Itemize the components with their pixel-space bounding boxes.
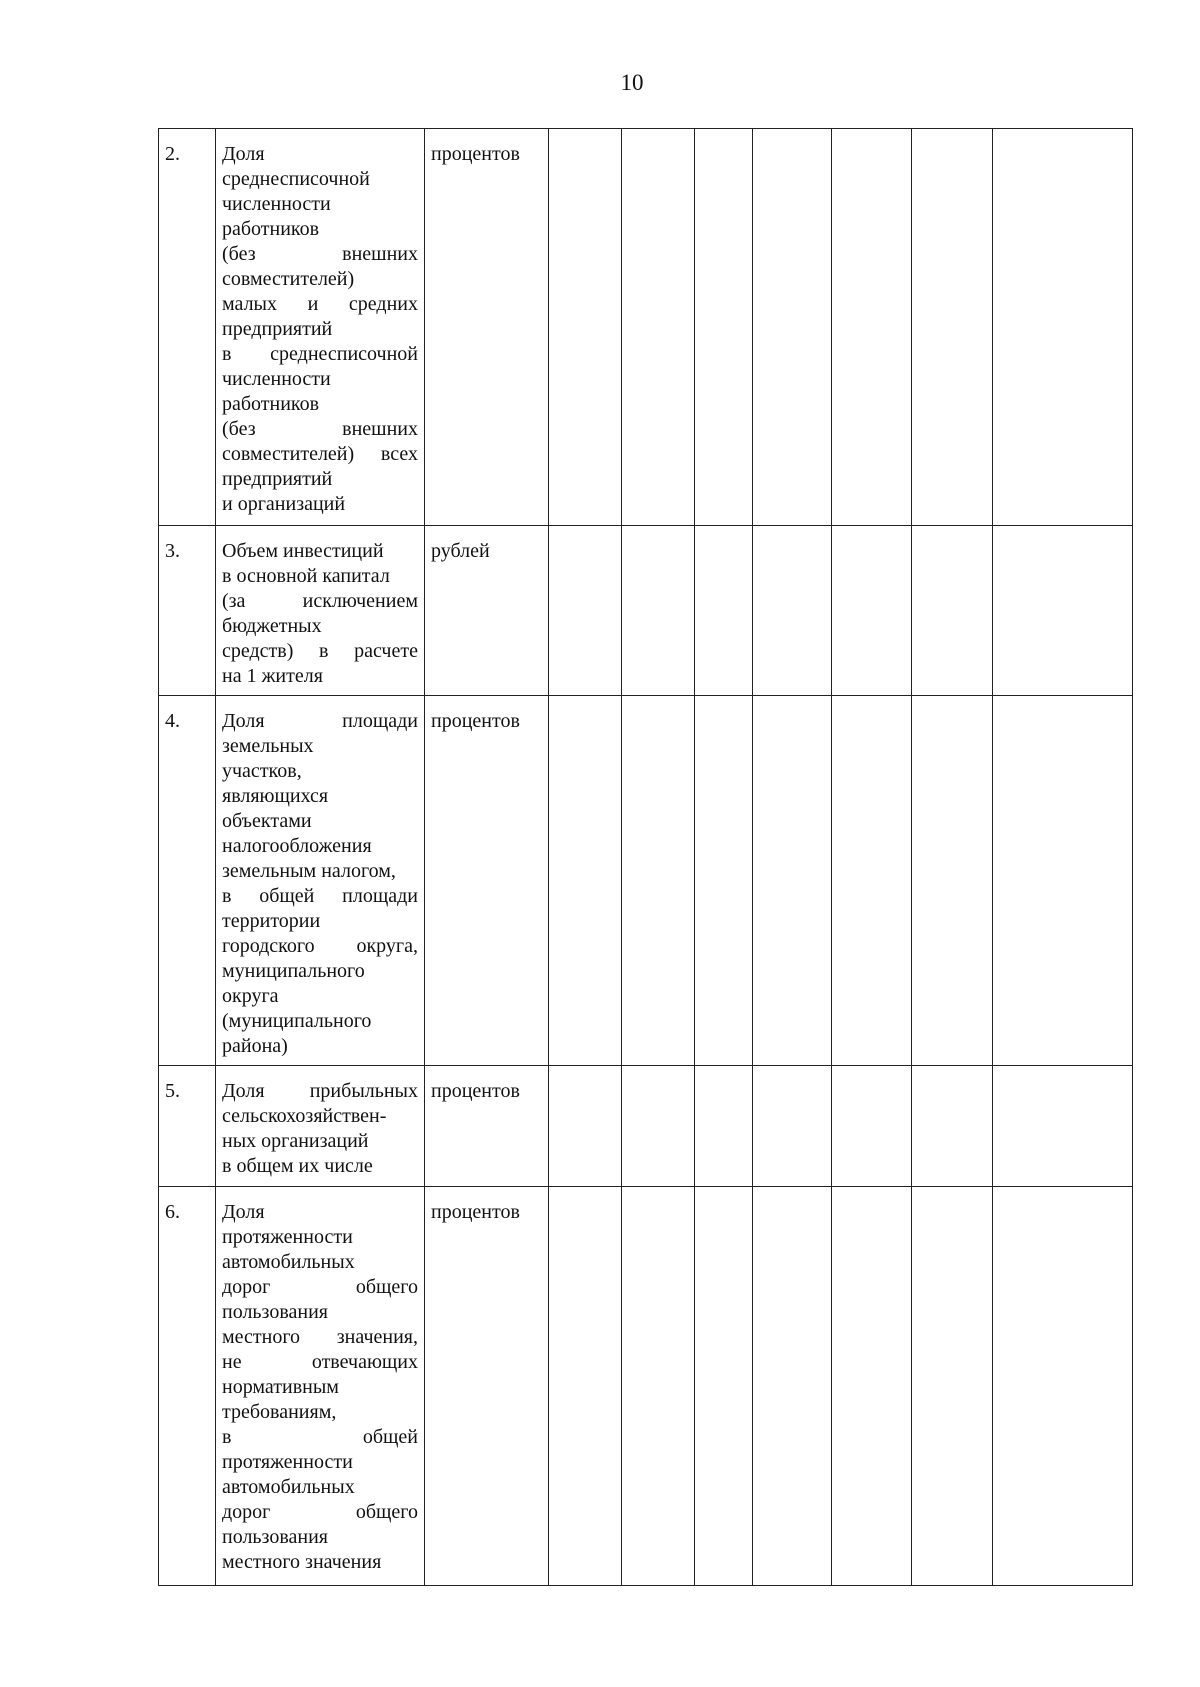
unit-of-measure: процентов	[425, 696, 549, 1066]
indicator-name-line: (за исключением	[222, 590, 418, 612]
indicator-name-line: работников	[222, 393, 320, 415]
indicator-name-line: местного значения,	[222, 1326, 418, 1348]
value-cell	[832, 129, 912, 526]
indicator-name-line: дорог общего	[222, 1276, 418, 1298]
indicator-name-line: являющихся	[222, 785, 329, 807]
value-cell	[912, 1187, 993, 1586]
value-cell	[993, 129, 1133, 526]
indicator-name-line: (без внешних	[222, 418, 418, 440]
page-number: 10	[620, 70, 644, 95]
indicator-name-line: (муниципального	[222, 1010, 372, 1032]
indicator-name	[216, 696, 425, 1066]
indicator-name-line: в общей площади	[222, 885, 418, 907]
indicator-name-line: малых и средних	[222, 293, 418, 315]
value-cell	[622, 1187, 695, 1586]
indicator-name-line: Доля	[222, 143, 265, 165]
indicator-name-line: требованиям,	[222, 1401, 337, 1423]
row-number: 4.	[159, 696, 216, 1066]
indicator-name-line: предприятий	[222, 468, 333, 490]
indicator-name-line: автомобильных	[222, 1476, 355, 1498]
indicator-name	[216, 1187, 425, 1586]
value-cell	[993, 526, 1133, 696]
value-cell	[912, 129, 993, 526]
indicator-name-line: земельных	[222, 735, 314, 757]
value-cell	[549, 696, 622, 1066]
indicator-name-line: предприятий	[222, 318, 333, 340]
value-cell	[993, 1066, 1133, 1187]
indicator-name-line: сельскохозяйствен-	[222, 1105, 387, 1127]
unit-of-measure: процентов	[425, 1187, 549, 1586]
value-cell	[832, 1066, 912, 1187]
indicator-name-line: в общем их числе	[222, 1155, 373, 1177]
indicator-name-line: Доля площади	[222, 710, 418, 732]
indicators-table	[158, 128, 1133, 1586]
unit-of-measure: процентов	[425, 129, 549, 526]
value-cell	[912, 1066, 993, 1187]
table-row	[159, 129, 1133, 526]
value-cell	[753, 1187, 832, 1586]
indicator-name-line: и организаций	[222, 493, 346, 515]
indicator-name-line: в основной капитал	[222, 565, 390, 587]
value-cell	[695, 696, 753, 1066]
value-cell	[622, 1066, 695, 1187]
indicator-name-line: ных организаций	[222, 1130, 369, 1152]
row-number: 2.	[159, 129, 216, 526]
indicator-name-line: Доля прибыльных	[222, 1080, 418, 1102]
indicator-name-line: численности	[222, 368, 331, 390]
value-cell	[549, 1066, 622, 1187]
value-cell	[622, 129, 695, 526]
table-body	[159, 129, 1133, 1586]
indicator-name-line: пользования	[222, 1526, 328, 1548]
value-cell	[993, 696, 1133, 1066]
value-cell	[622, 526, 695, 696]
indicator-name-line: Доля	[222, 1201, 265, 1223]
indicator-name-line: Объем инвестиций	[222, 540, 384, 562]
indicator-name-line: протяженности	[222, 1226, 353, 1248]
value-cell	[695, 129, 753, 526]
table-row	[159, 1066, 1133, 1187]
table-row	[159, 1187, 1133, 1586]
indicator-name-line: средств) в расчете	[222, 640, 418, 662]
indicator-name	[216, 1066, 425, 1187]
value-cell	[549, 129, 622, 526]
indicator-name-line: среднесписочной	[222, 168, 370, 190]
value-cell	[753, 1066, 832, 1187]
unit-of-measure: рублей	[425, 526, 549, 696]
value-cell	[695, 526, 753, 696]
value-cell	[832, 1187, 912, 1586]
value-cell	[549, 526, 622, 696]
indicator-name-line: в среднесписочной	[222, 343, 418, 365]
indicator-name-line: района)	[222, 1035, 288, 1057]
indicator-name-line: автомобильных	[222, 1251, 355, 1273]
indicator-name-line: территории	[222, 910, 321, 932]
value-cell	[549, 1187, 622, 1586]
indicator-name-line: местного значения	[222, 1551, 382, 1573]
indicator-name-line: нормативным	[222, 1376, 339, 1398]
value-cell	[832, 696, 912, 1066]
table-row	[159, 526, 1133, 696]
row-number: 3.	[159, 526, 216, 696]
value-cell	[753, 696, 832, 1066]
indicator-name-line: дорог общего	[222, 1501, 418, 1523]
value-cell	[832, 526, 912, 696]
indicator-name-line: бюджетных	[222, 615, 322, 637]
value-cell	[695, 1187, 753, 1586]
indicator-name-line: налогообложения	[222, 835, 372, 857]
value-cell	[622, 696, 695, 1066]
value-cell	[912, 526, 993, 696]
indicator-name-line: численности	[222, 193, 331, 215]
indicator-name-line: не отвечающих	[222, 1351, 418, 1373]
indicator-name-line: совместителей) всех	[222, 443, 418, 465]
indicator-name-line: муниципального	[222, 960, 365, 982]
value-cell	[753, 129, 832, 526]
table-row	[159, 696, 1133, 1066]
indicator-name-line: (без внешних	[222, 243, 418, 265]
value-cell	[695, 1066, 753, 1187]
indicator-name-line: совместителей)	[222, 268, 355, 290]
indicator-name-line: работников	[222, 218, 320, 240]
indicator-name	[216, 129, 425, 526]
indicator-name-line: участков,	[222, 760, 302, 782]
indicator-name-line: округа	[222, 985, 279, 1007]
indicator-name-line: городского округа,	[222, 935, 418, 957]
row-number: 5.	[159, 1066, 216, 1187]
value-cell	[753, 526, 832, 696]
indicator-name-line: протяженности	[222, 1451, 353, 1473]
indicator-name-line: пользования	[222, 1301, 328, 1323]
indicator-name-line: объектами	[222, 810, 312, 832]
value-cell	[912, 696, 993, 1066]
indicator-name-line: в общей	[222, 1426, 418, 1448]
unit-of-measure: процентов	[425, 1066, 549, 1187]
row-number: 6.	[159, 1187, 216, 1586]
value-cell	[993, 1187, 1133, 1586]
indicator-name-line: на 1 жителя	[222, 665, 323, 687]
indicator-name	[216, 526, 425, 696]
indicator-name-line: земельным налогом,	[222, 860, 396, 882]
